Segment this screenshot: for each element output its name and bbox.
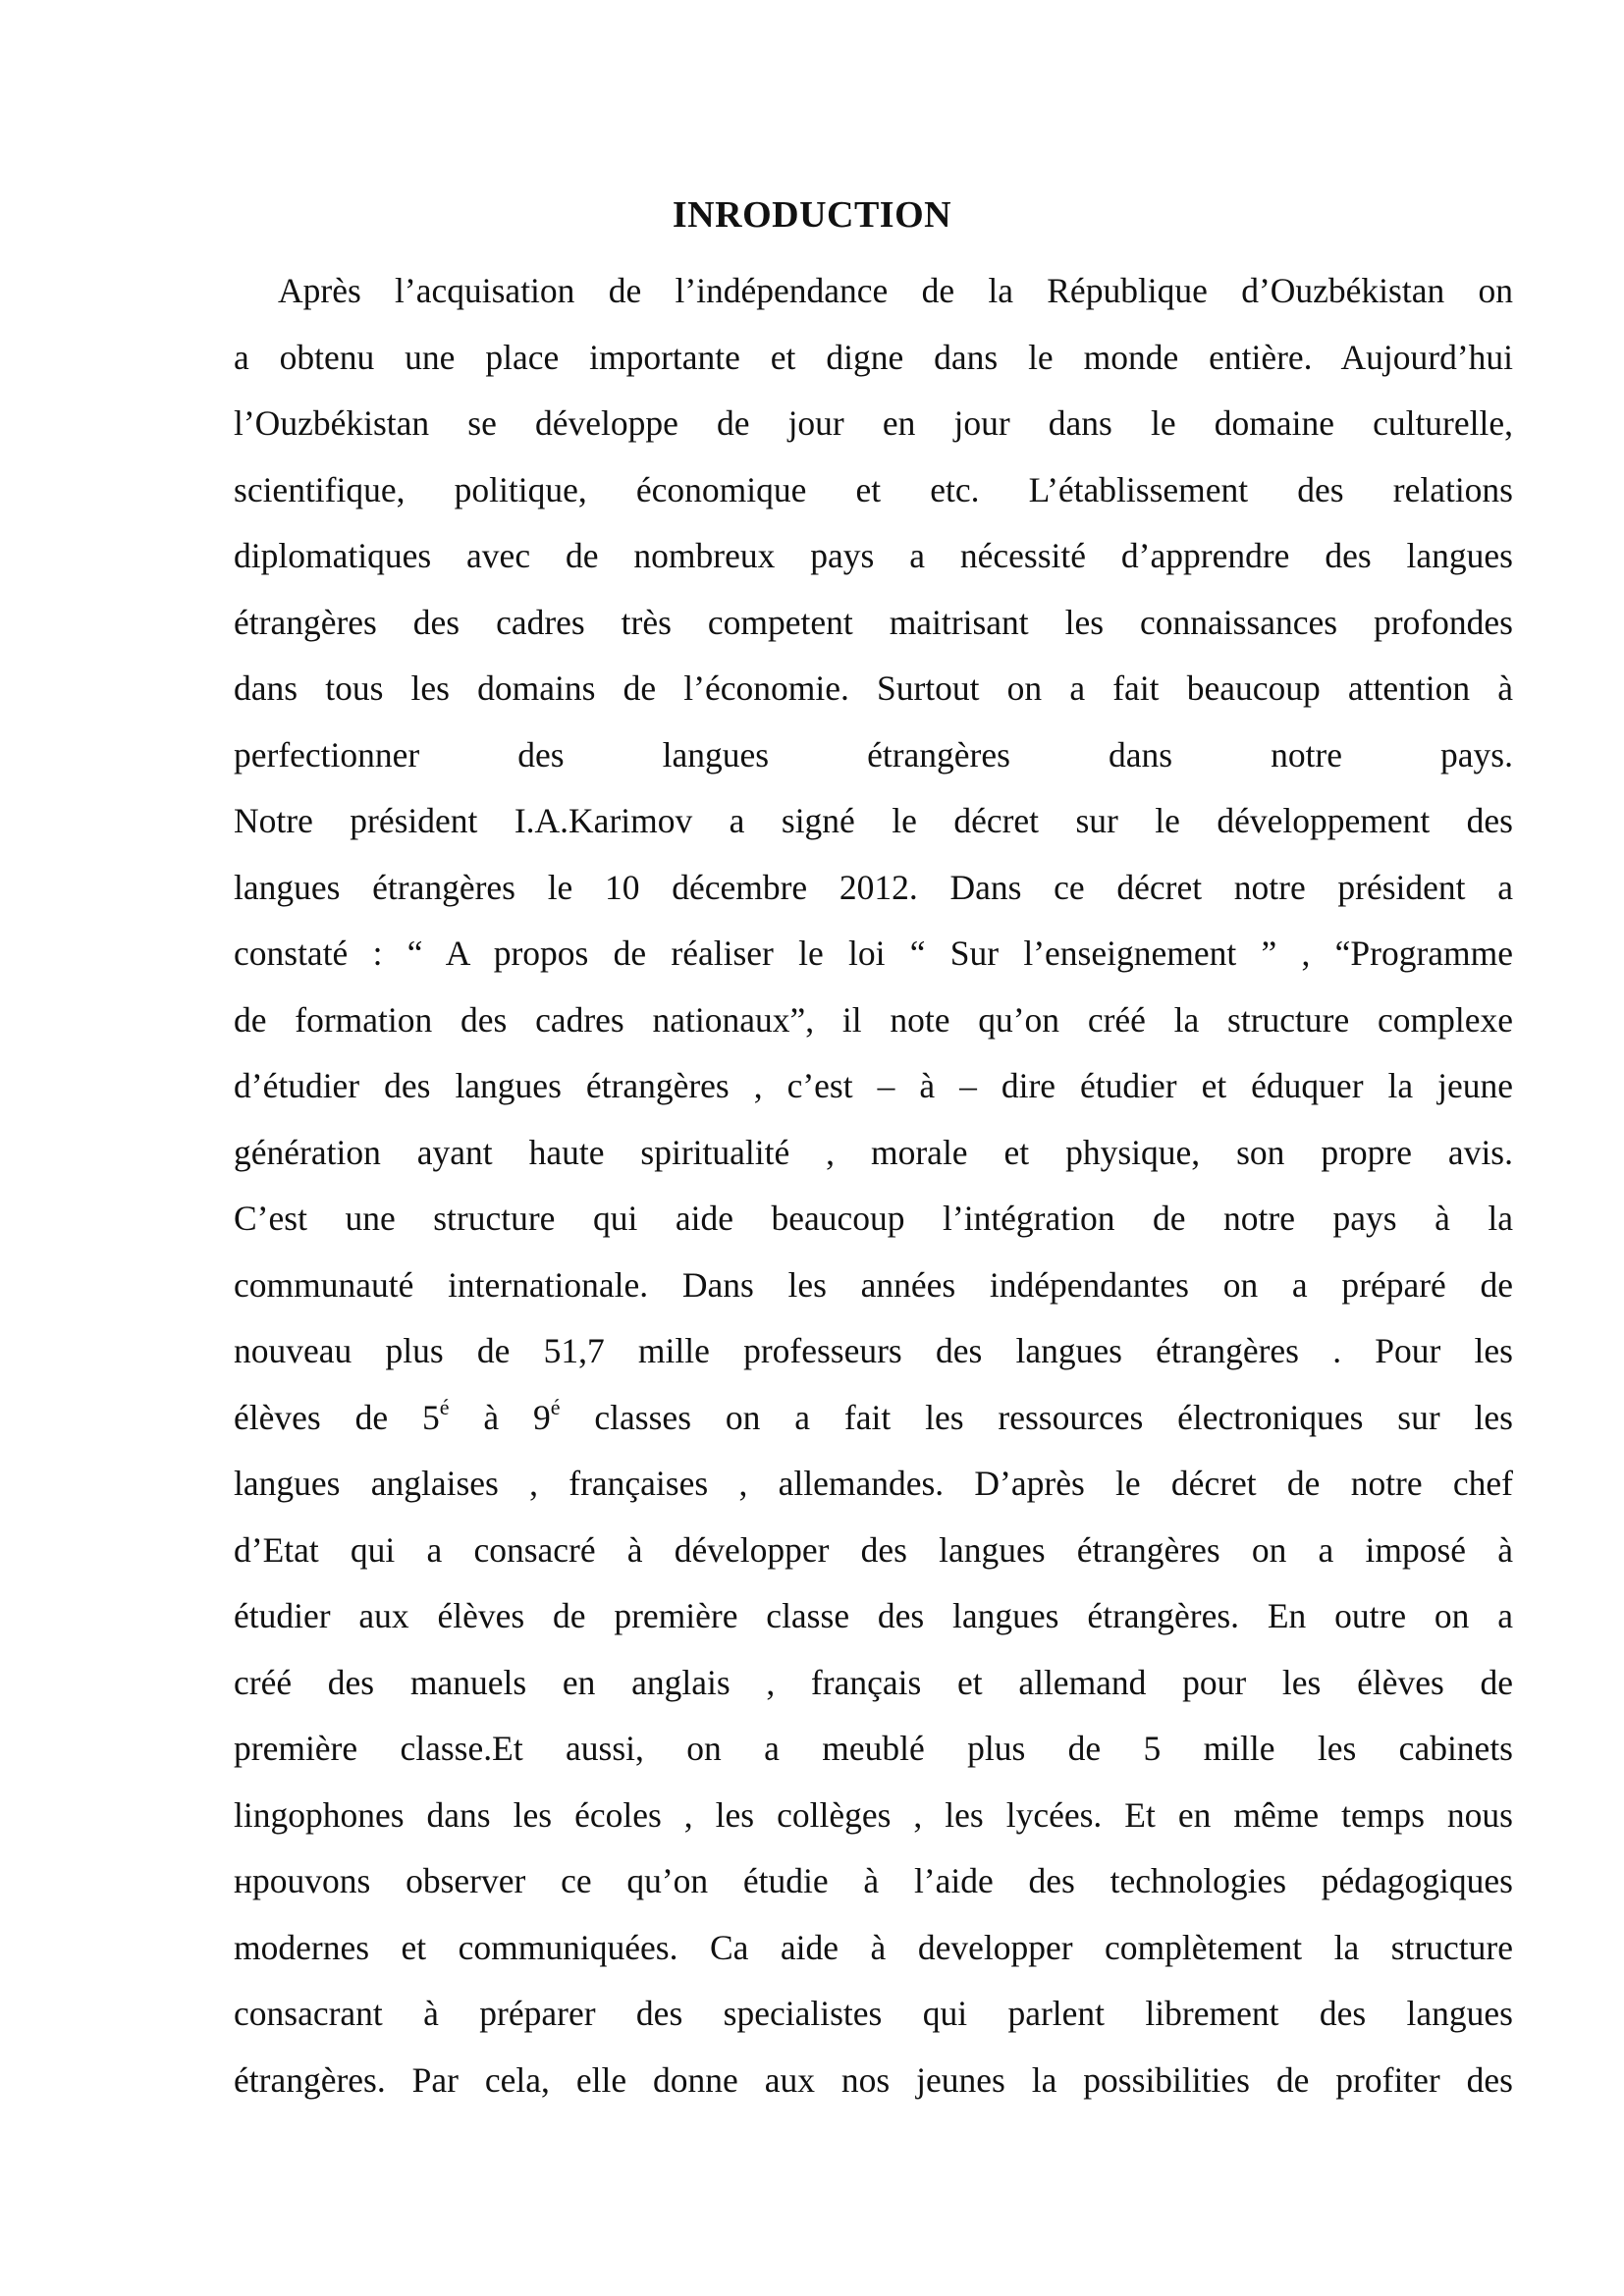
text-line: d’Etat qui a consacré à développer des langues étrangères on a imposé à [234,1529,1513,1570]
text-line: нpouvons observer ce qu’on étudie à l’aide des technologies pédagogiques [234,1861,1513,1900]
text-line: communauté internationale. Dans les années indépendantes on a préparé de [234,1264,1513,1305]
superscript: é [439,1394,450,1419]
text-line: d’étudier des langues étrangères , c’est – à – dire étudier et éduquer la jeune [234,1066,1513,1105]
text-line: étrangères. Par cela, elle donne aux nos jeunes la possibilities de profiter des [234,2059,1513,2100]
text-line-with-superscripts [234,1385,1513,1452]
text-line: Après l’acquisation de l’indépendance de la République d’Ouzbékistan on [278,271,1513,310]
text-fragment: élèves de 5 [234,1397,440,1437]
text-fragment: à 9 [449,1397,551,1437]
text-line: langues anglaises , françaises , allemandes. D’après le décret de notre chef [234,1464,1513,1503]
body-paragraph [234,258,1513,2113]
text-line: Notre président I.A.Karimov a signé le décret sur le développement des [234,801,1513,840]
text-line: de formation des cadres nationaux”, il note qu’on créé la structure complexe [234,999,1513,1040]
text-line: dans tous les domains de l’économie. Surtout on a fait beaucoup attention à [234,668,1513,708]
text-line: perfectionner des langues étrangères dans notre pays. [234,734,1513,774]
text-line: constaté : “ A propos de réaliser le loi “ Sur l’enseignement ” , “Programme [234,934,1513,973]
text-line: génération ayant haute spiritualité , morale et physique, son propre avis. [234,1132,1513,1172]
text-line: nouveau plus de 51,7 mille professeurs des langues étrangères . Pour les [234,1331,1513,1370]
text-fragment: classes on a fait les ressources électroniques sur les [560,1397,1513,1437]
text-line: diplomatiques avec de nombreux pays a nécessité d’apprendre des langues [234,536,1513,575]
page-title: INRODUCTION [672,194,952,236]
text-line: consacrant à préparer des specialistes qui parlent librement des langues [234,1994,1513,2033]
text-line: créé des manuels en anglais , français et allemand pour les élèves de [234,1662,1513,1702]
text-line: a obtenu une place importante et digne dans le monde entière. Aujourd’hui [234,337,1513,377]
text-line: première classe.Et aussi, on a meublé plus de 5 mille les cabinets [234,1729,1513,1768]
text-line: lingophones dans les écoles , les collèges , les lycées. Et en même temps nous [234,1794,1513,1835]
text-line: modernes et communiquées. Ca aide à developper complètement la structure [234,1927,1513,1967]
text-line: étrangères des cadres très competent maitrisant les connaissances profondes [234,602,1513,642]
text-line: étudier aux élèves de première classe des langues étrangères. En outre on a [234,1596,1513,1635]
text-line: langues étrangères le 10 décembre 2012. Dans ce décret notre président a [234,867,1513,907]
superscript: é [550,1394,561,1419]
text-line: scientifique, politique, économique et etc. L’établissement des relations [234,469,1513,509]
text-line: l’Ouzbékistan se développe de jour en jour dans le domaine culturelle, [234,403,1513,443]
text-line: C’est une structure qui aide beaucoup l’intégration de notre pays à la [234,1199,1513,1238]
